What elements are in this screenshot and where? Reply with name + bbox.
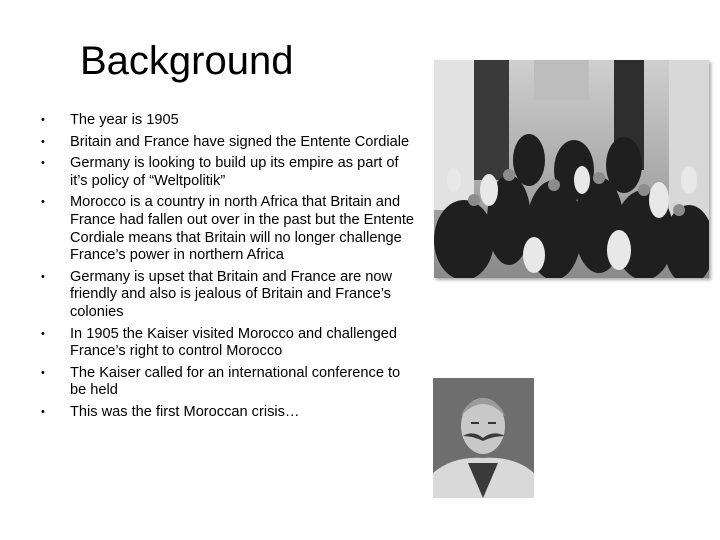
bullet-text: This was the first Moroccan crisis… [70,403,300,420]
slide-title: Background [80,39,294,83]
bullet-item [40,269,415,322]
bullet-text: The Kaiser called for an international conference to be held [70,364,401,399]
bullet-dot-icon: • [41,327,45,340]
bullet-item [40,326,415,361]
bullet-dot-icon: • [41,157,45,170]
bullet-item [40,134,415,152]
crowd-photo [434,60,709,278]
bullet-text: Britain and France have signed the Entente Cordiale [70,133,410,150]
bullet-item [40,404,415,422]
bullet-text: The year is 1905 [70,112,179,128]
bullet-dot-icon: • [41,114,45,126]
bullet-item [40,365,415,400]
bullet-list [40,112,415,426]
bullet-text: In 1905 the Kaiser visited Morocco and challenged France’s right to control Morocco [70,325,397,360]
crowd-photo-icon [434,60,709,278]
bullet-dot-icon: • [41,135,45,148]
bullet-item [40,155,415,190]
bullet-text: Germany is looking to build up its empire as part of it’s policy of “Weltpolitik” [70,155,399,189]
portrait-photo-icon [433,378,534,498]
bullet-dot-icon: • [41,270,45,283]
kaiser-portrait-photo [433,378,534,498]
bullet-item [40,194,415,264]
bullet-dot-icon: • [41,366,45,379]
bullet-item [40,112,415,130]
bullet-text: Morocco is a country in north Africa that Britain and France had fallen out over in the past but the Entente Cordiale means that Britain will no longer challenge France’s power in northern Africa [70,194,414,264]
bullet-dot-icon: • [41,196,45,209]
bullet-dot-icon: • [41,405,45,418]
bullet-text: Germany is upset that Britain and France are now friendly and also is jealous of Britain and France’s colonies [70,268,393,320]
